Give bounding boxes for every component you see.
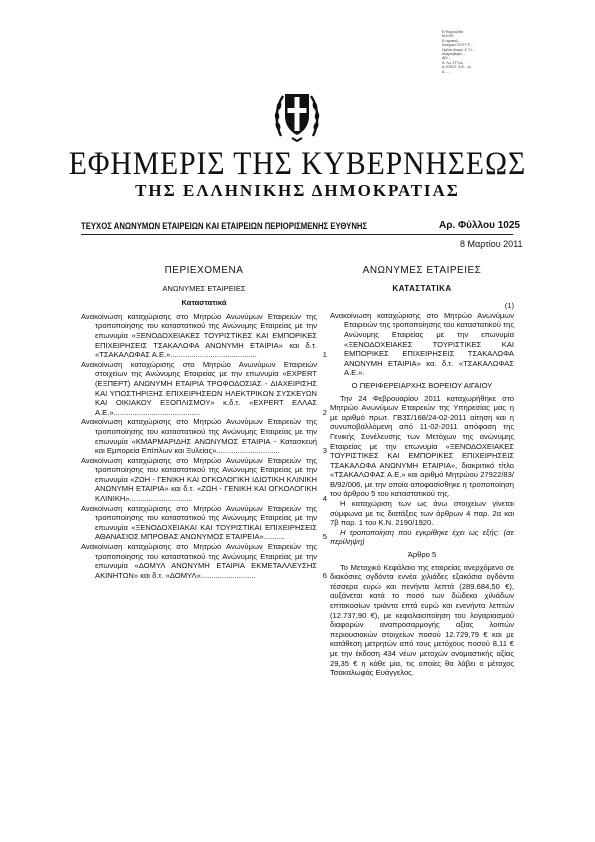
toc-item[interactable]: [81, 360, 327, 418]
toc-item-text: Ανακοίνωση καταχώρισης στο Μητρώο Ανωνύμων Εταιρειών της τροποποίησης του καταστατικού της Ανώνυμης Εταιρείας με την επωνυμία «ΖΩΗ - ΓΕΝΙΚΗ ΚΑΙ ΟΓΚΟΛΟΓΙΚΗ ΙΔΙΩΤΙΚΗ ΚΛΙΝΙΚΗ ΑΝΩΝΥΜΗ ΕΤΑΙΡΙΑ» και δ.τ. «ΖΩΗ - ΓΕΝΙΚΗ ΚΑΙ ΟΓΚΟΛΟΓΙΚΗ ΚΛΙΝΙΚΗ»..............................: [81, 455, 317, 504]
toc-item[interactable]: [81, 312, 327, 360]
toc-item-page: 5: [322, 532, 327, 542]
announcement-number: (1): [504, 301, 514, 311]
toc-item-page: 3: [322, 446, 327, 456]
body-subsection: ΚΑΤΑΣΤΑΤΙΚΑ: [392, 283, 452, 293]
toc-item-page: 2: [322, 407, 327, 417]
body-paragraph: Η τροποποίηση που εγκρίθηκε έχει ως εξής: (σε περίληψη): [330, 527, 514, 547]
sheet-number: Αρ. Φύλλου 1025: [439, 220, 520, 231]
issue-date: 8 Μαρτίου 2011: [460, 239, 523, 249]
gazette-subtitle: ΤΗΣ ΕΛΛΗΝΙΚΗΣ ΔΗΜΟΚΡΑΤΙΑΣ: [135, 181, 460, 200]
toc-item-text: Ανακοίνωση καταχώρισης στο Μητρώο Ανωνύμων Εταιρειών της τροποποίησης του καταστατικού της Ανώνυμης Εταιρείας με την επωνυμία «ΞΕΝΟΔΟΧΕΙΑΚΑΙ ΚΑΙ ΤΟΥΡΙΣΤΙΚΑΙ ΕΠΙΧΕΙΡΗΣΕΙΣ ΑΘΑΝΑΣΙΟΣ ΜΠΡΟΒΑΣ ΑΝΩΝΥΜΟΣ ΕΤΑΙΡΕΙΑ»..........: [81, 503, 317, 542]
body-section: ΑΝΩΝΥΜΕΣ ΕΤΑΙΡΕΙΕΣ: [362, 265, 482, 276]
issuing-authority: Ο ΠΕΡΙΦΕΡΕΙΑΡΧΗΣ ΒΟΡΕΙΟΥ ΑΙΓΑΙΟΥ: [351, 380, 493, 390]
toc-item[interactable]: [81, 456, 327, 504]
toc-item-page: 6: [322, 570, 327, 580]
toc-item[interactable]: [81, 417, 327, 455]
body-paragraph: Η καταχώριση των ως άνω στοιχείων γίνεται σύμφωνα με τις διατάξεις των άρθρων 4 παρ. 2α και 7β παρ. 1 του Κ.Ν. 2190/1920.: [330, 499, 514, 528]
toc-item-text: Ανακοίνωση καταχώρισης στο Μητρώο Ανωνύμων Εταιρειών της τροποποίησης του καταστατικού της Ανώνυμης Εταιρείας με την επωνυμία «ΚΜΑΡΜΑΡΙΔΗΣ ΑΝΩΝΥΜΟΣ ΕΤΑΙΡΙΑ - Κατασκευή και Εμπορεία Επίπλων και Ξυλείας»..............................: [81, 417, 317, 456]
contents-section: ΑΝΩΝΥΜΕΣ ΕΤΑΙΡΕΙΕΣ: [162, 283, 246, 293]
toc-item-page: 1: [322, 350, 327, 360]
toc-item[interactable]: [81, 504, 327, 542]
coat-of-arms-emblem: [273, 86, 321, 142]
header-divider: [81, 234, 513, 235]
article-heading: Άρθρο 5: [407, 550, 437, 560]
toc-item[interactable]: [81, 542, 327, 580]
body-paragraph: Το Μετοχικό Κεφάλαιο της εταιρείας ανερχόμενο σε διακόσιες ογδόντα εννέα χιλιάδες εξακόσια ογδόντα τέσσερα ευρώ και πενήντα λεπτά (289.684,50 €), αυξάνεται κατά το ποσό των δώδεκα χιλιάδων επτακοσίων τριάντα επτά ευρώ και ενενήντα λεπτών (12.737,90 €), με κεφαλαιοποίηση του λογαριασμού διαφορών αναπροσαρμογής αξίας λοιπών περιουσιακών στοιχείων ποσού 12.729,79 € και με κατάθεση μετρητών από τους μετόχους ποσού 8,11 € με την έκδοση 434 νέων μετοχών ονομαστικής αξίας 29,35 € η κάθε μία, τις οποίες θα λάβει ο μέτοχος Τσακαλωφάς Ευάγγελος.: [330, 562, 514, 678]
contents-heading: ΠΕΡΙΕΧΟΜΕΝΑ: [164, 265, 244, 276]
registry-stamp: Ε.Φορεύς/Με Μ.Ι/Υ/Ε Ε.Ιτροπολ. .. Στοιχείο:Γ/ΣΥΓΓ.Ρ... Ημ/νία Αναρτ..Σ.Τ.Ι... Αναρτήθηκε/ ... ΑΕ/... Α. Λύ..ΣΤΥ.Α... Α. ΕΠΙΣΤ. Α.Ε....Α.. Α. .. ..: [442, 30, 475, 74]
contents-subsection: Καταστατικά: [181, 298, 227, 308]
body-paragraph: Την 24 Φεβρουαρίου 2011 καταχωρήθηκε στο Μητρώο Ανωνύμων Εταιρειών της Υπηρεσίας μας η με αριθμό πρωτ. ΓΒ3Σ/168/24-02-2011 αίτηση και η συνυποβαλλόμενη από 11-02-2011 απόφαση της Γενικής Συνέλευσης των Μετόχων της ανώνυμης Εταιρείας με την επωνυμία «ΞΕΝΟΔΟΧΕΙΑΚΕΣ ΤΟΥΡΙΣΤΙΚΕΣ ΚΑΙ ΕΜΠΟΡΙΚΕΣ ΕΠΙΧΕΙΡΗΣΕΙΣ ΤΣΑΚΑΛΩΦΑ ΑΝΩΝΥΜΗ ΕΤΑΙΡΙΑ», διακριτικό τίτλο «ΤΣΑΚΑΛΩΦΑΣ Α.Ε.» και αριθμό Μητρώου 27922/83/Β/92/006, με την οποία αποφασίσθηκε η τροποποίηση του άρθρου 5 του καταστατικού της.: [330, 393, 514, 499]
announcement-title: Ανακοίνωση καταχώρισης στο Μητρώο Ανωνύμων Εταιρειών της τροποποίησης του καταστατικού της Ανώνυμης Εταιρείας με την επωνυμία «ΞΕΝΟΔΟΧΕΙΑΚΕΣ ΤΟΥΡΙΣΤΙΚΕΣ ΚΑΙ ΕΜΠΟΡΙΚΕΣ ΕΠΙΧΕΙΡΗΣΕΙΣ ΤΣΑΚΑΛΩΦΑ ΑΝΩΝΥΜΗ ΕΤΑΙΡΙΑ» κα. δ.τ. «ΤΣΑΚΑΛΩΦΑΣ Α.Ε.».: [330, 310, 514, 378]
toc-item-page: 4: [322, 494, 327, 504]
toc-item-text: Ανακοίνωση καταχώρισης στο Μητρώο Ανωνύμων Εταιρειών στοιχείων της Ανώνυμης Εταιρείας με την επωνυμία «EXPERT (ΕΞΠΕΡΤ) ΑΝΩΝΥΜΗ ΕΤΑΙΡΙΑ ΤΡΟΦΟΔΟΣΙΑΣ - ΔΙΑΧΕΙΡΙΣΗΣ ΚΑΙ ΥΠΟΣΤΗΡΙΞΗΣ ΕΠΙΧΕΙΡΗΣΕΩΝ ΗΛΕΚΤΡΙΚΩΝ ΣΥΣΚΕΥΩΝ ΚΑΙ ΟΙΚΙΑΚΟΥ ΕΞΟΠΛΙΣΜΟΥ» κ.δ.τ. «EXPERT ΕΛΛΑΣ Α.Ε.».........................................: [81, 359, 317, 417]
toc-item-text: Ανακοίνωση καταχώρισης στο Μητρώο Ανωνύμων Εταιρειών της τροποποίησης του καταστατικού της Ανώνυμης Εταιρείας με την επωνυμία «ΞΕΝΟΔΟΧΕΙΑΚΕΣ ΤΟΥΡΙΣΤΙΚΕΣ ΚΑΙ ΕΜΠΟΡΙΚΕΣ ΕΠΙΧΕΙΡΗΣΕΙΣ ΤΣΑΚΑΛΩΦΑ ΑΝΩΝΥΜΗ ΕΤΑΙΡΙΑ» και δ.τ. «ΤΣΑΚΑΛΩΦΑΣ Α.Ε.».........................................: [81, 311, 317, 360]
table-of-contents: [81, 266, 327, 580]
toc-item-text: Ανακοίνωση καταχώρισης στο Μητρώο Ανωνύμων Εταιρειών της τροποποίησης του καταστατικού της Ανώνυμης Εταιρείας με την επωνυμία «ΔΟΜΥΛ ΑΝΩΝΥΜΗ ΕΤΑΙΡΙΑ ΕΚΜΕΤΑΛΛΕΥΣΗΣ ΑΚΙΝΗΤΩΝ» και δ.τ. «ΔΟΜΥΛ»..........................: [81, 542, 317, 580]
gazette-title: ΕΦΗΜΕΡΙΣ ΤΗΣ ΚΥΒΕΡΝΗΣΕΩΣ: [68, 146, 527, 182]
issue-type: ΤΕΥΧΟΣ ΑΝΩΝΥΜΩΝ ΕΤΑΙΡΕΙΩΝ ΚΑΙ ΕΤΑΙΡΕΙΩΝ ΠΕΡΙΟΡΙΣΜΕΝΗΣ ΕΥΘΥΝΗΣ: [81, 221, 368, 231]
article-body: [330, 266, 514, 678]
